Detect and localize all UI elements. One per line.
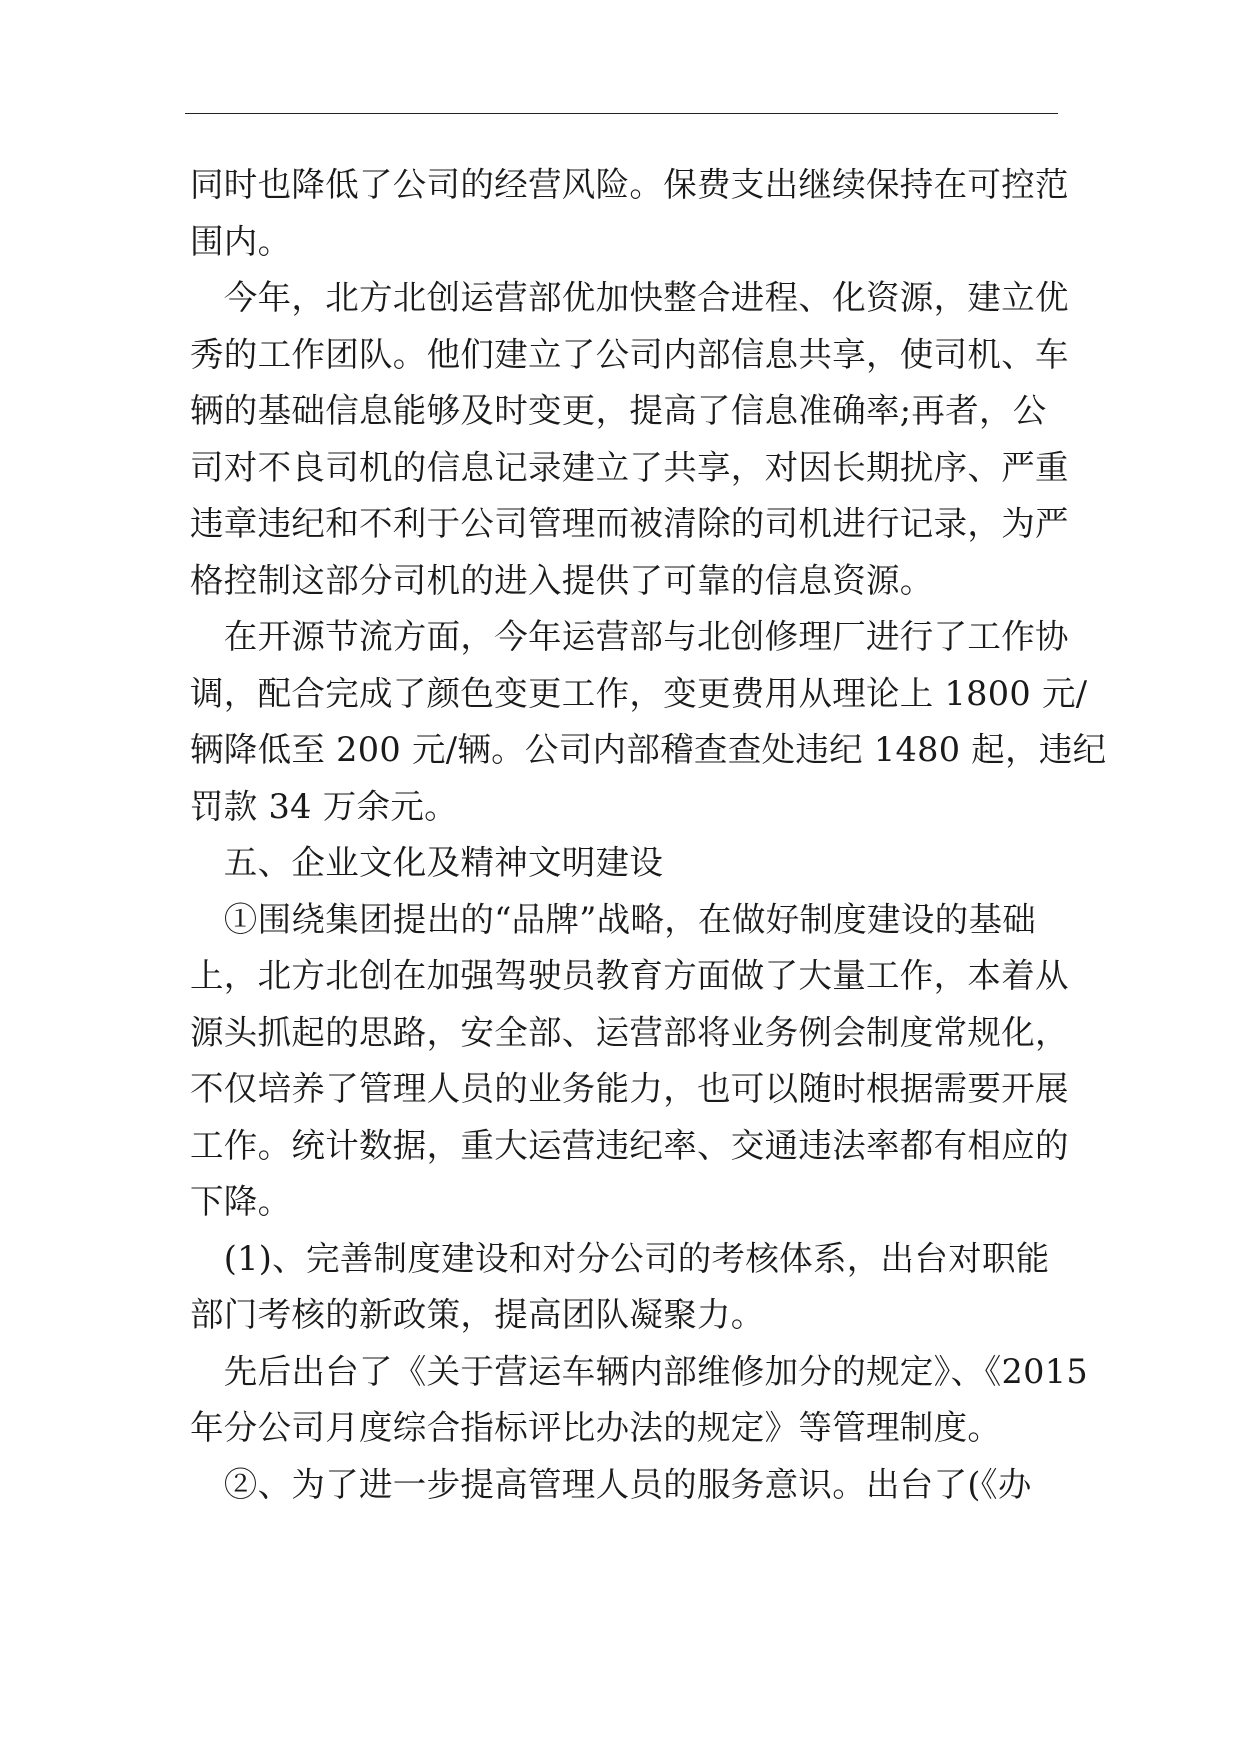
text-line: 上，北方北创在加强驾驶员教育方面做了大量工作，本着从 bbox=[190, 956, 1069, 995]
text-line: 司对不良司机的信息记录建立了共享，对因长期扰序、严重 bbox=[190, 447, 1069, 487]
text-line: ②、为了进一步提高管理人员的服务意识。出台了(《办 bbox=[190, 1464, 1032, 1504]
text-line: 工作。统计数据，重大运营违纪率、交通违法率都有相应的 bbox=[190, 1125, 1069, 1165]
text-line: 年分公司月度综合指标评比办法的规定》等管理制度。 bbox=[190, 1408, 1002, 1447]
text-line: 不仅培养了管理人员的业务能力，也可以随时根据需要开展 bbox=[190, 1069, 1069, 1108]
text-line: 辆降低至 200 元/辆。公司内部稽查查处违纪 1480 起，违纪 bbox=[190, 730, 1107, 769]
text-line: 违章违纪和不利于公司管理而被清除的司机进行记录，为严 bbox=[190, 504, 1069, 543]
text-line: 秀的工作团队。他们建立了公司内部信息共享，使司机、车 bbox=[190, 334, 1069, 374]
text-line: 今年，北方北创运营部优加快整合进程、化资源，建立优 bbox=[190, 278, 1069, 317]
text-line: 调，配合完成了颜色变更工作，变更费用从理论上 1800 元/ bbox=[190, 673, 1088, 713]
text-line: 源头抓起的思路，安全部、运营部将业务例会制度常规化， bbox=[190, 1012, 1069, 1052]
text-line: 同时也降低了公司的经营风险。保费支出继续保持在可控范 bbox=[190, 165, 1069, 204]
text-line: 围内。 bbox=[190, 221, 292, 261]
header-rule bbox=[185, 113, 1058, 114]
text-line: 格控制这部分司机的进入提供了可靠的信息资源。 bbox=[190, 560, 934, 600]
text-line: 辆的基础信息能够及时变更，提高了信息准确率;再者，公 bbox=[190, 391, 1047, 430]
text-line: 下降。 bbox=[190, 1182, 292, 1221]
text-line: 部门考核的新政策，提高团队凝聚力。 bbox=[190, 1295, 765, 1334]
body-text bbox=[190, 157, 1107, 1513]
text-line: (1)、完善制度建设和对分公司的考核体系，出台对职能 bbox=[190, 1238, 1050, 1278]
text-line: 罚款 34 万余元。 bbox=[190, 786, 458, 826]
text-line: ①围绕集团提出的“品牌”战略，在做好制度建设的基础 bbox=[190, 899, 1037, 939]
text-line: 先后出台了《关于营运车辆内部维修加分的规定》、《2015 bbox=[190, 1351, 1088, 1391]
text-line: 在开源节流方面，今年运营部与北创修理厂进行了工作协 bbox=[190, 617, 1069, 656]
text-line: 五、企业文化及精神文明建设 bbox=[190, 843, 664, 882]
